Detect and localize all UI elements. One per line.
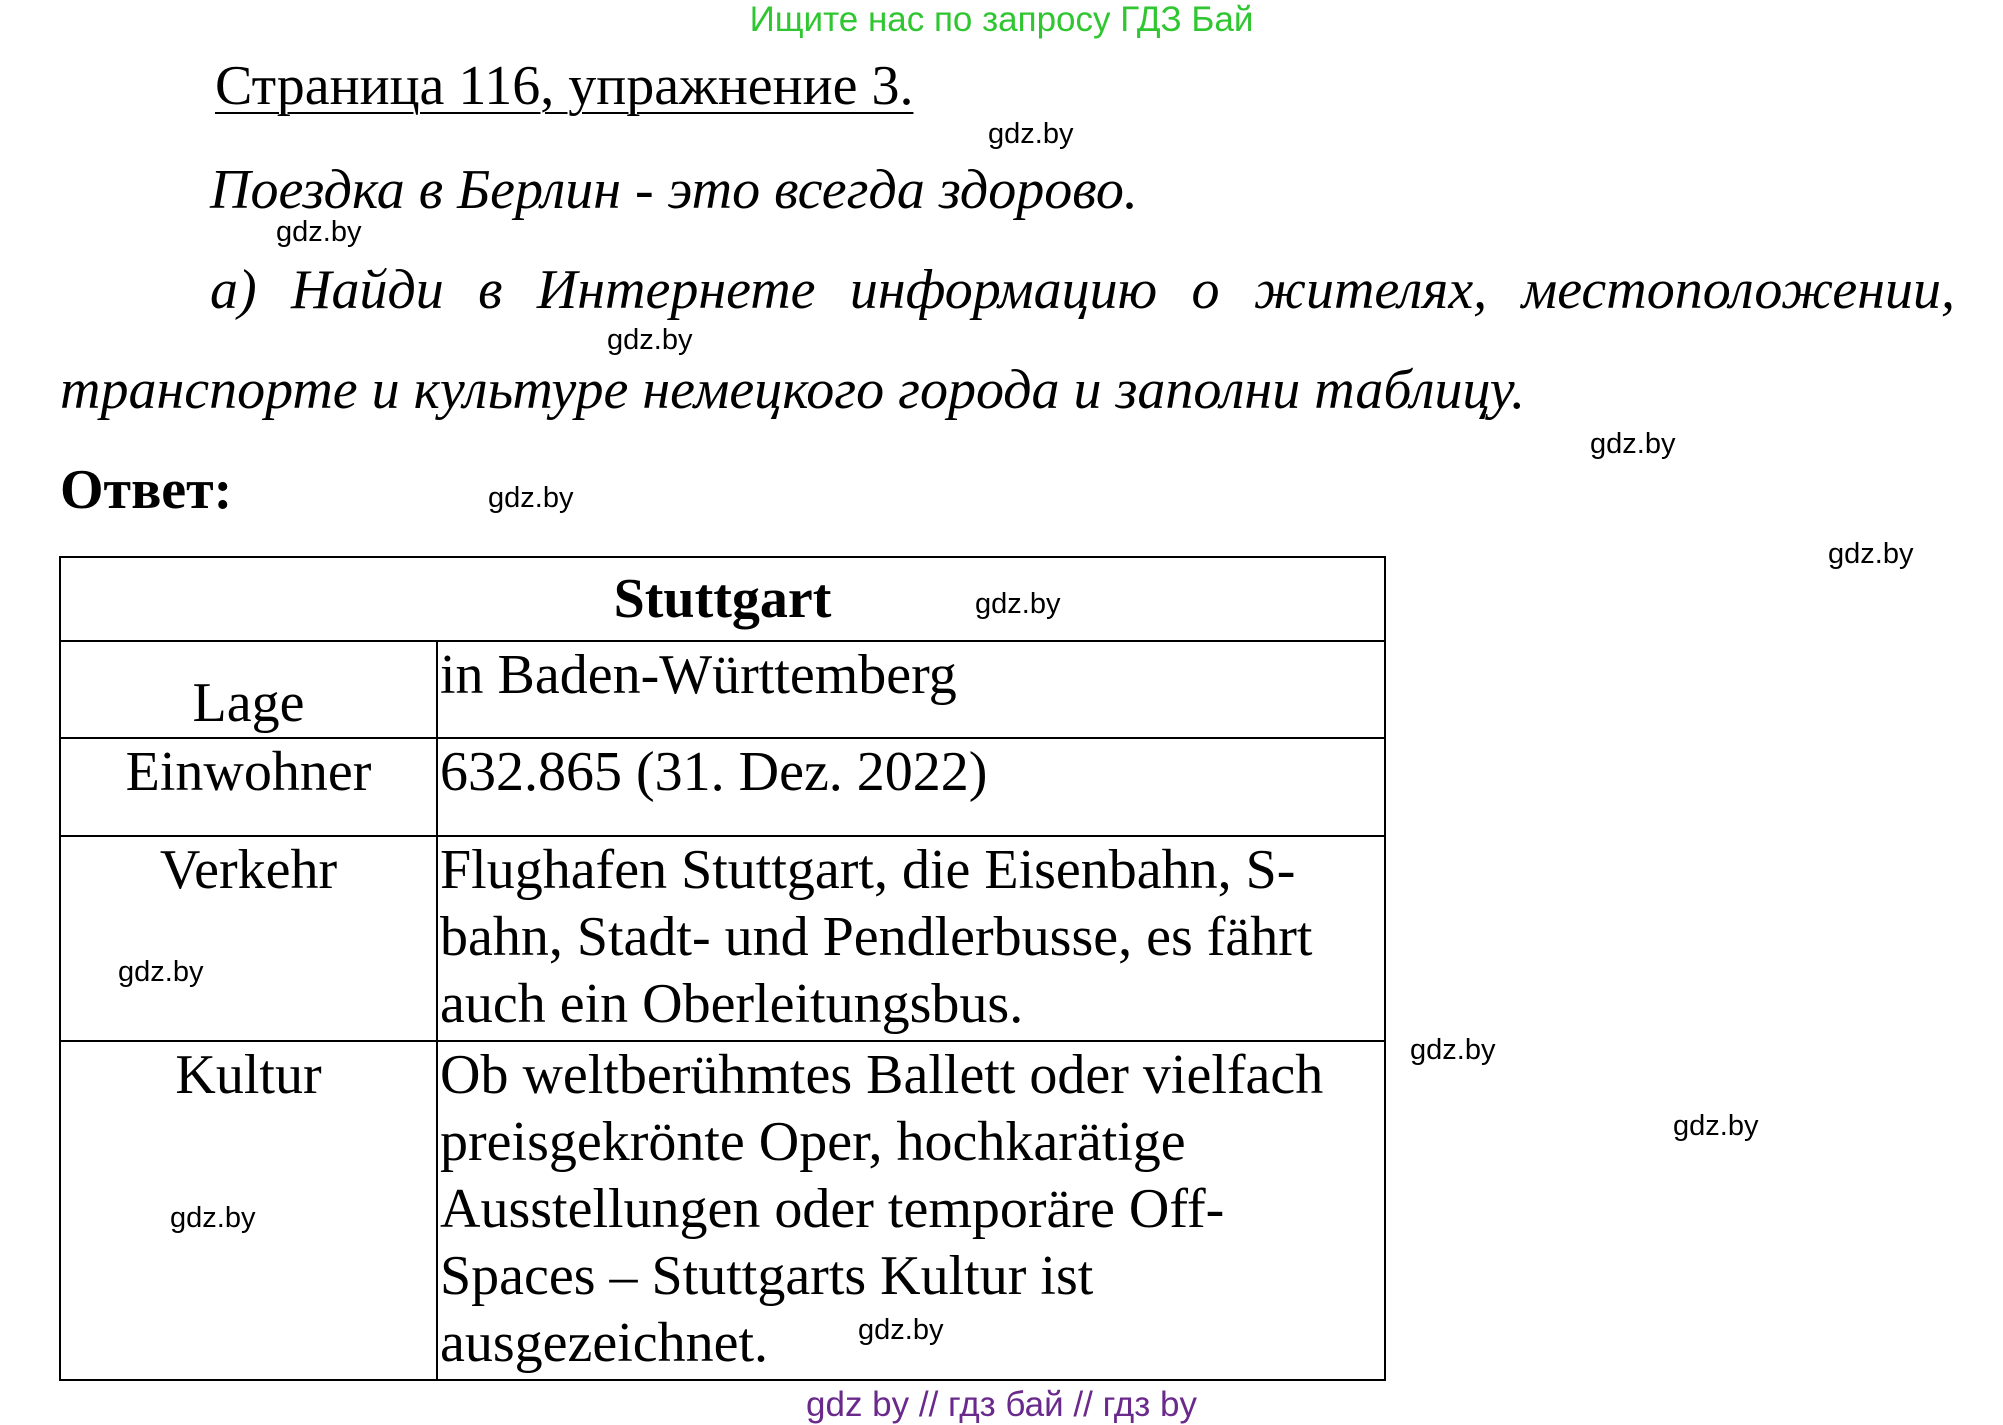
table-row [60, 738, 1385, 836]
row-value-einwohner: 632.865 (31. Dez. 2022) [437, 738, 1385, 836]
row-key-einwohner: Einwohner [60, 738, 437, 836]
table-row [60, 641, 1385, 738]
watermark: gdz.by [1673, 1110, 1759, 1142]
table-title: Stuttgart [60, 557, 1385, 641]
task-text-line2: транспорте и культуре немецкого города и заполни таблицу. [60, 359, 1526, 421]
row-key-lage: Lage [60, 641, 437, 738]
table-row [60, 1041, 1385, 1380]
task-text-line1: а) Найди в Интернете информацию о жителях, местоположении, [210, 259, 1955, 321]
page-heading: Страница 116, упражнение 3. [215, 55, 914, 117]
watermark: gdz.by [1590, 428, 1676, 460]
watermark: gdz.by [988, 118, 1074, 150]
footer-links: gdz by // гдз бай // гдз by [806, 1385, 1197, 1424]
watermark: gdz.by [170, 1202, 256, 1234]
watermark: gdz.by [975, 588, 1061, 620]
watermark: gdz.by [276, 216, 362, 248]
answer-label: Ответ: [60, 459, 233, 521]
watermark: gdz.by [858, 1314, 944, 1346]
task-intro: Поездка в Берлин - это всегда здорово. [210, 159, 1138, 221]
watermark: gdz.by [1410, 1034, 1496, 1066]
row-value-kultur: Ob weltberühmtes Ballett oder vielfach preisgekrönte Oper, hochkarätige Ausstellungen oder temporäre Off-Spaces – Stuttgarts Kultur ist ausgezeichnet. [437, 1041, 1385, 1380]
top-banner: Ищите нас по запросу ГДЗ Бай [749, 0, 1254, 39]
watermark: gdz.by [607, 324, 693, 356]
watermark: gdz.by [1828, 538, 1914, 570]
table-row [60, 836, 1385, 1041]
answer-table [59, 556, 1386, 1381]
row-key-verkehr: Verkehr [60, 836, 437, 1041]
row-value-verkehr: Flughafen Stuttgart, die Eisenbahn, S-bahn, Stadt- und Pendlerbusse, es fährt auch ein Oberleitungsbus. [437, 836, 1385, 1041]
watermark: gdz.by [488, 482, 574, 514]
watermark: gdz.by [118, 956, 204, 988]
row-key-kultur: Kultur [60, 1041, 437, 1380]
row-value-lage: in Baden-Württemberg [437, 641, 1385, 738]
